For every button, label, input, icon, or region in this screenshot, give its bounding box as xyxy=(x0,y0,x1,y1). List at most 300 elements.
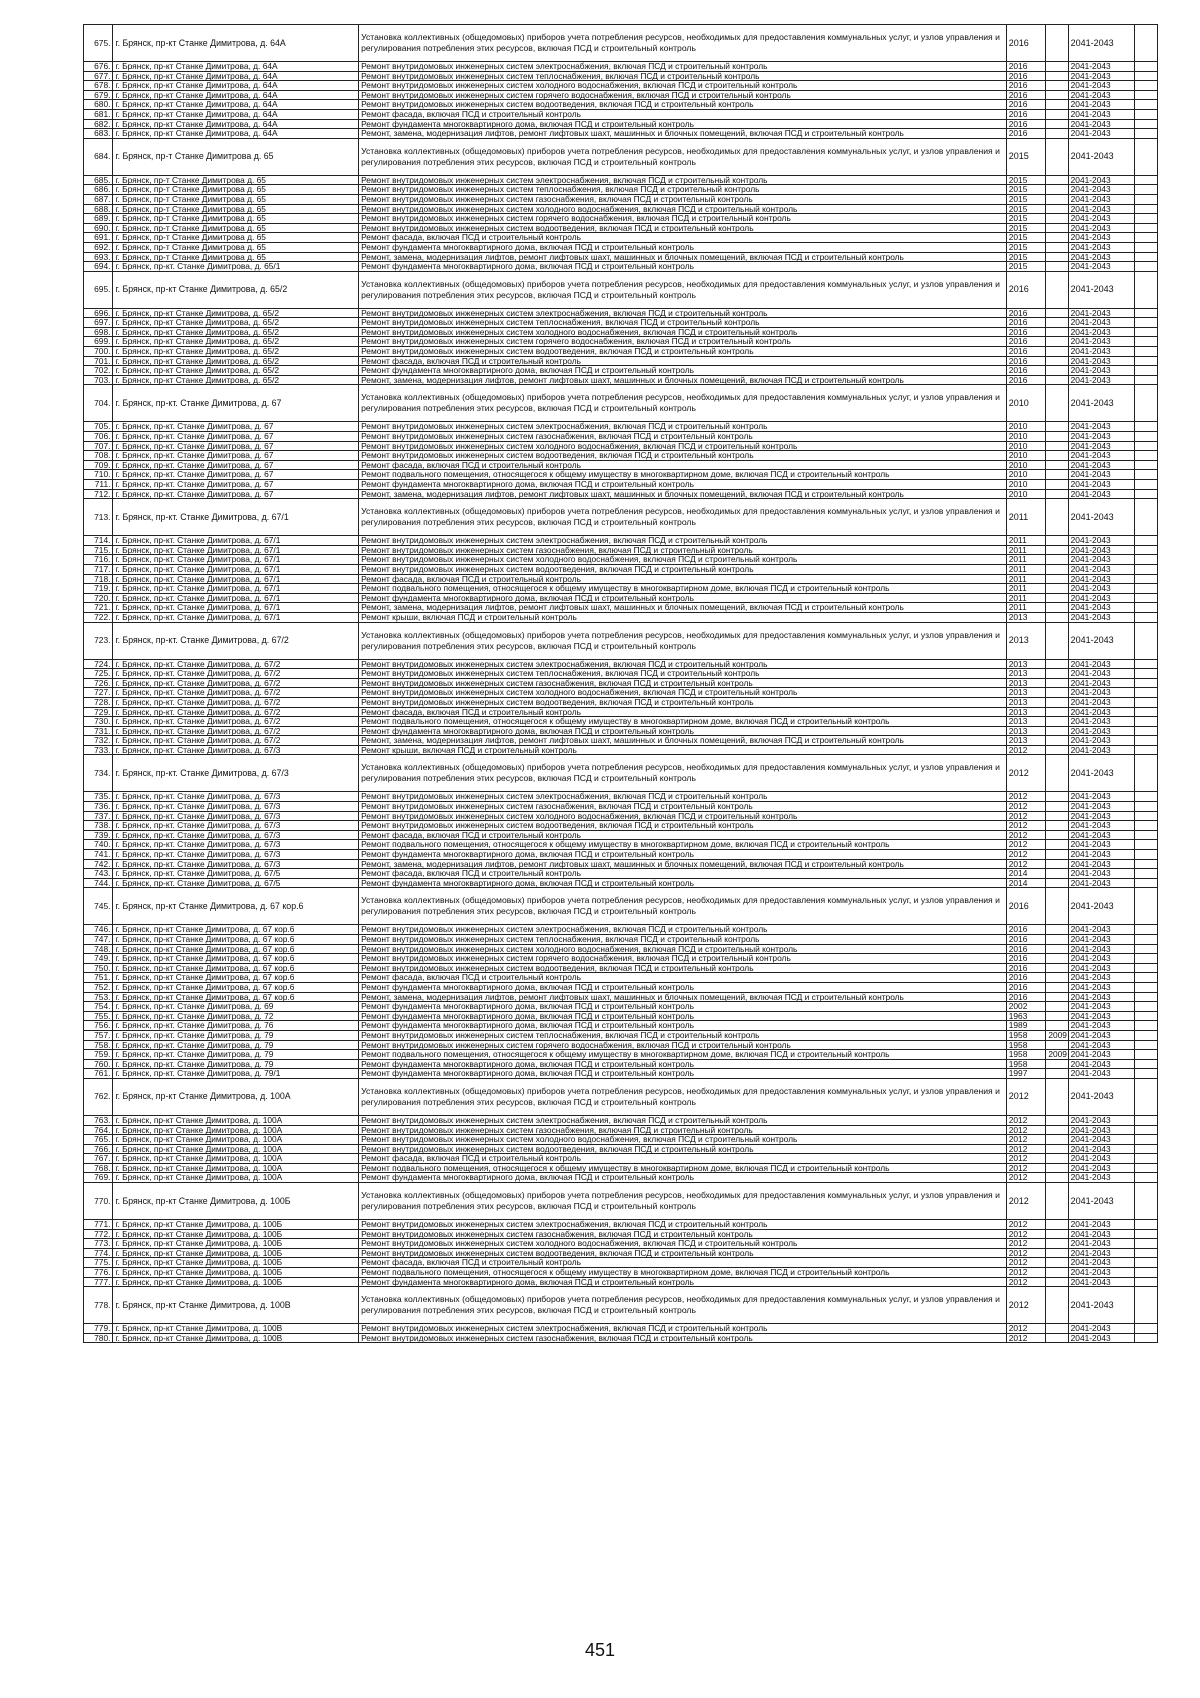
year-extra-cell xyxy=(1046,138,1068,175)
work-type-cell: Установка коллективных (общедомовых) приборов учета потребления ресурсов, необходимых для предоставления коммунальных услуг, и узлов управления и регулирования потребления этих ресурсов, включая ПСД и строительный контроль xyxy=(359,1287,1007,1324)
year-extra-cell xyxy=(1046,1144,1068,1154)
row-number-cell: 701. xyxy=(84,356,113,366)
year-cell: 2011 xyxy=(1006,574,1046,584)
empty-cell xyxy=(1134,1220,1157,1230)
row-number-cell: 686. xyxy=(84,185,113,195)
address-cell: г. Брянск, пр-кт Станке Димитрова, д. 64А xyxy=(113,129,359,139)
work-type-cell: Ремонт фасада, включая ПСД и строительный контроль xyxy=(359,109,1007,119)
year-cell: 2016 xyxy=(1006,109,1046,119)
year-extra-cell xyxy=(1046,593,1068,603)
work-type-cell: Установка коллективных (общедомовых) приборов учета потребления ресурсов, необходимых для предоставления коммунальных услуг, и узлов управления и регулирования потребления этих ресурсов, включая ПСД и строительный контроль xyxy=(359,755,1007,792)
empty-cell xyxy=(1134,1135,1157,1145)
year-cell: 2015 xyxy=(1006,185,1046,195)
work-type-cell: Ремонт подвального помещения, относящегося к общему имуществу в многоквартирном доме, включая ПСД и строительный контроль xyxy=(359,1163,1007,1173)
empty-cell xyxy=(1134,356,1157,366)
table-row xyxy=(84,821,1158,831)
year-cell: 2010 xyxy=(1006,460,1046,470)
table-row xyxy=(84,584,1158,594)
year-cell: 2015 xyxy=(1006,175,1046,185)
row-number-cell: 760. xyxy=(84,1059,113,1069)
row-number-cell: 708. xyxy=(84,451,113,461)
year-extra-cell xyxy=(1046,545,1068,555)
address-cell: г. Брянск, пр-кт Станке Димитрова, д. 65/2 xyxy=(113,271,359,308)
year-cell: 2011 xyxy=(1006,584,1046,594)
period-cell: 2041-2043 xyxy=(1068,584,1134,594)
row-number-cell: 768. xyxy=(84,1163,113,1173)
address-cell: г. Брянск, пр-кт Станке Димитрова, д. 100Б xyxy=(113,1183,359,1220)
row-number-cell: 704. xyxy=(84,385,113,422)
period-cell: 2041-2043 xyxy=(1068,185,1134,195)
empty-cell xyxy=(1134,802,1157,812)
row-number-cell: 735. xyxy=(84,792,113,802)
table-row xyxy=(84,90,1158,100)
address-cell: г. Брянск, пр-кт Станке Димитрова, д. 64А xyxy=(113,25,359,62)
work-type-cell: Ремонт, замена, модернизация лифтов, ремонт лифтовых шахт, машинных и блочных помещений, включая ПСД и строительный контроль xyxy=(359,992,1007,1002)
year-extra-cell xyxy=(1046,62,1068,72)
empty-cell xyxy=(1134,252,1157,262)
address-cell: г. Брянск, пр-кт Станке Димитрова, д. 67 кор.6 xyxy=(113,888,359,925)
year-cell: 2013 xyxy=(1006,726,1046,736)
address-cell: г. Брянск, пр-кт. Станке Димитрова, д. 67/2 xyxy=(113,717,359,727)
address-cell: г. Брянск, пр-кт Станке Димитрова, д. 100А xyxy=(113,1125,359,1135)
period-cell: 2041-2043 xyxy=(1068,1248,1134,1258)
table-row xyxy=(84,669,1158,679)
row-number-cell: 705. xyxy=(84,422,113,432)
empty-cell xyxy=(1134,888,1157,925)
year-cell: 2012 xyxy=(1006,755,1046,792)
year-cell: 2012 xyxy=(1006,1183,1046,1220)
period-cell: 2041-2043 xyxy=(1068,489,1134,499)
table-row xyxy=(84,1277,1158,1287)
year-extra-cell xyxy=(1046,460,1068,470)
work-type-cell: Ремонт, замена, модернизация лифтов, ремонт лифтовых шахт, машинных и блочных помещений, включая ПСД и строительный контроль xyxy=(359,859,1007,869)
work-type-cell: Ремонт внутридомовых инженерных систем теплоснабжения, включая ПСД и строительный контроль xyxy=(359,185,1007,195)
empty-cell xyxy=(1134,100,1157,110)
period-cell: 2041-2043 xyxy=(1068,992,1134,1002)
address-cell: г. Брянск, пр-кт Станке Димитрова, д. 65/2 xyxy=(113,308,359,318)
row-number-cell: 719. xyxy=(84,584,113,594)
table-row xyxy=(84,1030,1158,1040)
work-type-cell: Ремонт внутридомовых инженерных систем холодного водоснабжения, включая ПСД и строительный контроль xyxy=(359,441,1007,451)
address-cell: г. Брянск, пр-т Станке Димитрова д. 65 xyxy=(113,233,359,243)
year-extra-cell xyxy=(1046,688,1068,698)
period-cell: 2041-2043 xyxy=(1068,242,1134,252)
empty-cell xyxy=(1134,992,1157,1002)
year-cell: 2016 xyxy=(1006,81,1046,91)
period-cell: 2041-2043 xyxy=(1068,1030,1134,1040)
address-cell: г. Брянск, пр-кт Станке Димитрова, д. 100Б xyxy=(113,1248,359,1258)
period-cell: 2041-2043 xyxy=(1068,252,1134,262)
year-extra-cell xyxy=(1046,850,1068,860)
year-extra-cell xyxy=(1046,869,1068,879)
address-cell: г. Брянск, пр-кт. Станке Димитрова, д. 79 xyxy=(113,1040,359,1050)
year-extra-cell xyxy=(1046,859,1068,869)
address-cell: г. Брянск, пр-кт. Станке Димитрова, д. 67/3 xyxy=(113,840,359,850)
year-extra-cell xyxy=(1046,185,1068,195)
year-extra-cell xyxy=(1046,1069,1068,1079)
year-extra-cell xyxy=(1046,697,1068,707)
work-type-cell: Ремонт подвального помещения, относящегося к общему имуществу в многоквартирном доме, включая ПСД и строительный контроль xyxy=(359,1050,1007,1060)
table-row xyxy=(84,726,1158,736)
table-row xyxy=(84,1069,1158,1079)
work-type-cell: Ремонт внутридомовых инженерных систем водоотведения, включая ПСД и строительный контроль xyxy=(359,564,1007,574)
year-extra-cell xyxy=(1046,1021,1068,1031)
year-cell: 2012 xyxy=(1006,792,1046,802)
work-type-cell: Ремонт внутридомовых инженерных систем электроснабжения, включая ПСД и строительный контроль xyxy=(359,62,1007,72)
period-cell: 2041-2043 xyxy=(1068,1059,1134,1069)
work-type-cell: Ремонт, замена, модернизация лифтов, ремонт лифтовых шахт, машинных и блочных помещений, включая ПСД и строительный контроль xyxy=(359,375,1007,385)
year-cell: 2016 xyxy=(1006,963,1046,973)
year-cell: 2012 xyxy=(1006,1324,1046,1334)
year-extra-cell xyxy=(1046,669,1068,679)
empty-cell xyxy=(1134,1011,1157,1021)
table-row xyxy=(84,1040,1158,1050)
work-type-cell: Ремонт фасада, включая ПСД и строительный контроль xyxy=(359,1154,1007,1164)
period-cell: 2041-2043 xyxy=(1068,1287,1134,1324)
row-number-cell: 698. xyxy=(84,327,113,337)
period-cell: 2041-2043 xyxy=(1068,1115,1134,1125)
table-row xyxy=(84,992,1158,1002)
work-type-cell: Ремонт внутридомовых инженерных систем теплоснабжения, включая ПСД и строительный контроль xyxy=(359,935,1007,945)
year-extra-cell xyxy=(1046,1248,1068,1258)
table-row xyxy=(84,1239,1158,1249)
empty-cell xyxy=(1134,470,1157,480)
empty-cell xyxy=(1134,1248,1157,1258)
period-cell: 2041-2043 xyxy=(1068,811,1134,821)
address-cell: г. Брянск, пр-кт. Станке Димитрова, д. 67/2 xyxy=(113,697,359,707)
empty-cell xyxy=(1134,1144,1157,1154)
period-cell: 2041-2043 xyxy=(1068,792,1134,802)
table-row xyxy=(84,1248,1158,1258)
work-type-cell: Ремонт фундамента многоквартирного дома, включая ПСД и строительный контроль xyxy=(359,1059,1007,1069)
work-type-cell: Ремонт фундамента многоквартирного дома, включая ПСД и строительный контроль xyxy=(359,366,1007,376)
address-cell: г. Брянск, пр-кт. Станке Димитрова, д. 79 xyxy=(113,1030,359,1040)
table-row xyxy=(84,71,1158,81)
year-extra-cell xyxy=(1046,821,1068,831)
year-cell: 2012 xyxy=(1006,840,1046,850)
address-cell: г. Брянск, пр-кт Станке Димитрова, д. 65/2 xyxy=(113,366,359,376)
year-extra-cell xyxy=(1046,1040,1068,1050)
table-row xyxy=(84,622,1158,659)
table-row xyxy=(84,489,1158,499)
row-number-cell: 767. xyxy=(84,1154,113,1164)
year-extra-cell xyxy=(1046,271,1068,308)
work-type-cell: Ремонт внутридомовых инженерных систем газоснабжения, включая ПСД и строительный контроль xyxy=(359,432,1007,442)
table-row xyxy=(84,1021,1158,1031)
work-type-cell: Ремонт фундамента многоквартирного дома, включая ПСД и строительный контроль xyxy=(359,1021,1007,1031)
year-cell: 2016 xyxy=(1006,308,1046,318)
year-cell: 2012 xyxy=(1006,1220,1046,1230)
address-cell: г. Брянск, пр-кт. Станке Димитрова, д. 69 xyxy=(113,1002,359,1012)
work-type-cell: Ремонт, замена, модернизация лифтов, ремонт лифтовых шахт, машинных и блочных помещений, включая ПСД и строительный контроль xyxy=(359,736,1007,746)
year-cell: 2013 xyxy=(1006,622,1046,659)
period-cell: 2041-2043 xyxy=(1068,717,1134,727)
table-row xyxy=(84,204,1158,214)
period-cell: 2041-2043 xyxy=(1068,859,1134,869)
address-cell: г. Брянск, пр-кт. Станке Димитрова, д. 67/2 xyxy=(113,736,359,746)
row-number-cell: 697. xyxy=(84,318,113,328)
table-row xyxy=(84,888,1158,925)
row-number-cell: 745. xyxy=(84,888,113,925)
row-number-cell: 710. xyxy=(84,470,113,480)
work-type-cell: Ремонт подвального помещения, относящегося к общему имуществу в многоквартирном доме, включая ПСД и строительный контроль xyxy=(359,1268,1007,1278)
period-cell: 2041-2043 xyxy=(1068,441,1134,451)
year-cell: 2013 xyxy=(1006,688,1046,698)
year-cell: 2013 xyxy=(1006,669,1046,679)
work-type-cell: Ремонт внутридомовых инженерных систем теплоснабжения, включая ПСД и строительный контроль xyxy=(359,1030,1007,1040)
work-type-cell: Ремонт внутридомовых инженерных систем водоотведения, включая ПСД и строительный контроль xyxy=(359,963,1007,973)
year-cell: 2010 xyxy=(1006,489,1046,499)
address-cell: г. Брянск, пр-кт Станке Димитрова, д. 100Б xyxy=(113,1277,359,1287)
year-cell: 2016 xyxy=(1006,366,1046,376)
empty-cell xyxy=(1134,1268,1157,1278)
year-cell: 2016 xyxy=(1006,982,1046,992)
year-extra-cell xyxy=(1046,385,1068,422)
address-cell: г. Брянск, пр-кт Станке Димитрова, д. 100А xyxy=(113,1173,359,1183)
year-cell: 2016 xyxy=(1006,356,1046,366)
row-number-cell: 772. xyxy=(84,1229,113,1239)
period-cell: 2041-2043 xyxy=(1068,1021,1134,1031)
empty-cell xyxy=(1134,375,1157,385)
table-row xyxy=(84,792,1158,802)
work-type-cell: Ремонт подвального помещения, относящегося к общему имуществу в многоквартирном доме, включая ПСД и строительный контроль xyxy=(359,840,1007,850)
address-cell: г. Брянск, пр-т Станке Димитрова д. 65 xyxy=(113,214,359,224)
empty-cell xyxy=(1134,935,1157,945)
year-cell: 2012 xyxy=(1006,1173,1046,1183)
work-type-cell: Установка коллективных (общедомовых) приборов учета потребления ресурсов, необходимых для предоставления коммунальных услуг, и узлов управления и регулирования потребления этих ресурсов, включая ПСД и строительный контроль xyxy=(359,1183,1007,1220)
table-row xyxy=(84,564,1158,574)
year-cell: 2012 xyxy=(1006,1135,1046,1145)
year-extra-cell xyxy=(1046,584,1068,594)
year-cell: 2012 xyxy=(1006,859,1046,869)
year-cell: 1989 xyxy=(1006,1021,1046,1031)
row-number-cell: 771. xyxy=(84,1220,113,1230)
table-row xyxy=(84,318,1158,328)
year-extra-cell xyxy=(1046,935,1068,945)
period-cell: 2041-2043 xyxy=(1068,688,1134,698)
table-row xyxy=(84,480,1158,490)
table-row xyxy=(84,81,1158,91)
empty-cell xyxy=(1134,1002,1157,1012)
year-cell: 2012 xyxy=(1006,1078,1046,1115)
year-cell: 2010 xyxy=(1006,385,1046,422)
work-type-cell: Ремонт фундамента многоквартирного дома, включая ПСД и строительный контроль xyxy=(359,850,1007,860)
row-number-cell: 694. xyxy=(84,262,113,272)
year-cell: 2016 xyxy=(1006,271,1046,308)
work-type-cell: Ремонт фундамента многоквартирного дома, включая ПСД и строительный контроль xyxy=(359,1173,1007,1183)
row-number-cell: 734. xyxy=(84,755,113,792)
table-row xyxy=(84,62,1158,72)
empty-cell xyxy=(1134,944,1157,954)
empty-cell xyxy=(1134,1115,1157,1125)
year-extra-cell xyxy=(1046,499,1068,536)
address-cell: г. Брянск, пр-кт. Станке Димитрова, д. 67/2 xyxy=(113,669,359,679)
year-cell: 2002 xyxy=(1006,1002,1046,1012)
row-number-cell: 742. xyxy=(84,859,113,869)
year-cell: 2013 xyxy=(1006,678,1046,688)
address-cell: г. Брянск, пр-кт. Станке Димитрова, д. 72 xyxy=(113,1011,359,1021)
empty-cell xyxy=(1134,792,1157,802)
period-cell: 2041-2043 xyxy=(1068,1125,1134,1135)
empty-cell xyxy=(1134,1021,1157,1031)
year-extra-cell xyxy=(1046,252,1068,262)
period-cell: 2041-2043 xyxy=(1068,707,1134,717)
work-type-cell: Ремонт внутридомовых инженерных систем электроснабжения, включая ПСД и строительный контроль xyxy=(359,1324,1007,1334)
address-cell: г. Брянск, пр-кт Станке Димитрова, д. 100Б xyxy=(113,1220,359,1230)
work-type-cell: Ремонт внутридомовых инженерных систем горячего водоснабжения, включая ПСД и строительный контроль xyxy=(359,1040,1007,1050)
address-cell: г. Брянск, пр-кт Станке Димитрова, д. 100А xyxy=(113,1115,359,1125)
empty-cell xyxy=(1134,707,1157,717)
empty-cell xyxy=(1134,194,1157,204)
empty-cell xyxy=(1134,119,1157,129)
year-cell: 2013 xyxy=(1006,717,1046,727)
table-row xyxy=(84,574,1158,584)
table-row xyxy=(84,963,1158,973)
empty-cell xyxy=(1134,1069,1157,1079)
table-row xyxy=(84,1059,1158,1069)
row-number-cell: 751. xyxy=(84,973,113,983)
year-cell: 2012 xyxy=(1006,1277,1046,1287)
table-row xyxy=(84,612,1158,622)
year-extra-cell xyxy=(1046,1183,1068,1220)
year-extra-cell xyxy=(1046,564,1068,574)
table-row xyxy=(84,223,1158,233)
empty-cell xyxy=(1134,1183,1157,1220)
year-extra-cell xyxy=(1046,1011,1068,1021)
work-type-cell: Установка коллективных (общедомовых) приборов учета потребления ресурсов, необходимых для предоставления коммунальных услуг, и узлов управления и регулирования потребления этих ресурсов, включая ПСД и строительный контроль xyxy=(359,888,1007,925)
period-cell: 2041-2043 xyxy=(1068,1277,1134,1287)
year-cell: 2015 xyxy=(1006,242,1046,252)
work-type-cell: Ремонт фундамента многоквартирного дома, включая ПСД и строительный контроль xyxy=(359,726,1007,736)
year-extra-cell xyxy=(1046,1173,1068,1183)
empty-cell xyxy=(1134,1229,1157,1239)
work-type-cell: Ремонт крыши, включая ПСД и строительный контроль xyxy=(359,612,1007,622)
work-type-cell: Ремонт внутридомовых инженерных систем теплоснабжения, включая ПСД и строительный контроль xyxy=(359,669,1007,679)
year-cell: 2015 xyxy=(1006,262,1046,272)
year-cell: 2012 xyxy=(1006,1229,1046,1239)
table-row xyxy=(84,194,1158,204)
repair-schedule-table xyxy=(83,24,1158,1343)
row-number-cell: 743. xyxy=(84,869,113,879)
row-number-cell: 758. xyxy=(84,1040,113,1050)
period-cell: 2041-2043 xyxy=(1068,422,1134,432)
row-number-cell: 727. xyxy=(84,688,113,698)
row-number-cell: 732. xyxy=(84,736,113,746)
row-number-cell: 730. xyxy=(84,717,113,727)
table-row xyxy=(84,1173,1158,1183)
address-cell: г. Брянск, пр-кт. Станке Димитрова, д. 67/1 xyxy=(113,584,359,594)
work-type-cell: Ремонт подвального помещения, относящегося к общему имуществу в многоквартирном доме, включая ПСД и строительный контроль xyxy=(359,470,1007,480)
empty-cell xyxy=(1134,62,1157,72)
year-extra-cell xyxy=(1046,802,1068,812)
year-extra-cell xyxy=(1046,129,1068,139)
work-type-cell: Ремонт фасада, включая ПСД и строительный контроль xyxy=(359,574,1007,584)
work-type-cell: Ремонт фундамента многоквартирного дома, включая ПСД и строительный контроль xyxy=(359,262,1007,272)
empty-cell xyxy=(1134,982,1157,992)
work-type-cell: Ремонт, замена, модернизация лифтов, ремонт лифтовых шахт, машинных и блочных помещений, включая ПСД и строительный контроль xyxy=(359,603,1007,613)
year-extra-cell xyxy=(1046,347,1068,357)
year-cell: 2012 xyxy=(1006,1239,1046,1249)
year-extra-cell xyxy=(1046,830,1068,840)
address-cell: г. Брянск, пр-т Станке Димитрова д. 65 xyxy=(113,223,359,233)
address-cell: г. Брянск, пр-кт. Станке Димитрова, д. 67/5 xyxy=(113,878,359,888)
period-cell: 2041-2043 xyxy=(1068,233,1134,243)
year-extra-cell: 2009 xyxy=(1046,1030,1068,1040)
row-number-cell: 723. xyxy=(84,622,113,659)
document-sheet xyxy=(83,24,1158,1343)
row-number-cell: 753. xyxy=(84,992,113,1002)
row-number-cell: 675. xyxy=(84,25,113,62)
empty-cell xyxy=(1134,422,1157,432)
year-extra-cell xyxy=(1046,811,1068,821)
empty-cell xyxy=(1134,755,1157,792)
year-cell: 2016 xyxy=(1006,25,1046,62)
address-cell: г. Брянск, пр-т Станке Димитрова д. 65 xyxy=(113,252,359,262)
year-extra-cell xyxy=(1046,1135,1068,1145)
period-cell: 2041-2043 xyxy=(1068,925,1134,935)
table-row xyxy=(84,1078,1158,1115)
year-extra-cell xyxy=(1046,707,1068,717)
row-number-cell: 678. xyxy=(84,81,113,91)
row-number-cell: 764. xyxy=(84,1125,113,1135)
year-cell: 2013 xyxy=(1006,707,1046,717)
empty-cell xyxy=(1134,840,1157,850)
period-cell: 2041-2043 xyxy=(1068,593,1134,603)
work-type-cell: Ремонт внутридомовых инженерных систем горячего водоснабжения, включая ПСД и строительный контроль xyxy=(359,337,1007,347)
table-row xyxy=(84,100,1158,110)
year-extra-cell xyxy=(1046,659,1068,669)
year-extra-cell xyxy=(1046,100,1068,110)
period-cell: 2041-2043 xyxy=(1068,1173,1134,1183)
year-cell: 2015 xyxy=(1006,223,1046,233)
year-extra-cell xyxy=(1046,1229,1068,1239)
table-row xyxy=(84,252,1158,262)
year-cell: 2015 xyxy=(1006,252,1046,262)
empty-cell xyxy=(1134,1258,1157,1268)
year-cell: 2012 xyxy=(1006,821,1046,831)
row-number-cell: 712. xyxy=(84,489,113,499)
table-row xyxy=(84,242,1158,252)
row-number-cell: 729. xyxy=(84,707,113,717)
table-row xyxy=(84,138,1158,175)
period-cell: 2041-2043 xyxy=(1068,1144,1134,1154)
work-type-cell: Ремонт внутридомовых инженерных систем электроснабжения, включая ПСД и строительный контроль xyxy=(359,1220,1007,1230)
row-number-cell: 741. xyxy=(84,850,113,860)
row-number-cell: 695. xyxy=(84,271,113,308)
row-number-cell: 684. xyxy=(84,138,113,175)
address-cell: г. Брянск, пр-кт. Станке Димитрова, д. 67/1 xyxy=(113,612,359,622)
empty-cell xyxy=(1134,830,1157,840)
work-type-cell: Ремонт внутридомовых инженерных систем водоотведения, включая ПСД и строительный контроль xyxy=(359,1144,1007,1154)
year-cell: 2016 xyxy=(1006,925,1046,935)
table-row xyxy=(84,1154,1158,1164)
year-cell: 2016 xyxy=(1006,100,1046,110)
year-cell: 2011 xyxy=(1006,603,1046,613)
work-type-cell: Ремонт фасада, включая ПСД и строительный контроль xyxy=(359,973,1007,983)
table-row xyxy=(84,1287,1158,1324)
row-number-cell: 703. xyxy=(84,375,113,385)
year-extra-cell xyxy=(1046,622,1068,659)
period-cell: 2041-2043 xyxy=(1068,669,1134,679)
year-extra-cell xyxy=(1046,233,1068,243)
row-number-cell: 755. xyxy=(84,1011,113,1021)
address-cell: г. Брянск, пр-кт. Станке Димитрова, д. 67/2 xyxy=(113,659,359,669)
table-row xyxy=(84,385,1158,422)
work-type-cell: Ремонт крыши, включая ПСД и строительный контроль xyxy=(359,745,1007,755)
period-cell: 2041-2043 xyxy=(1068,850,1134,860)
table-row xyxy=(84,470,1158,480)
period-cell: 2041-2043 xyxy=(1068,821,1134,831)
